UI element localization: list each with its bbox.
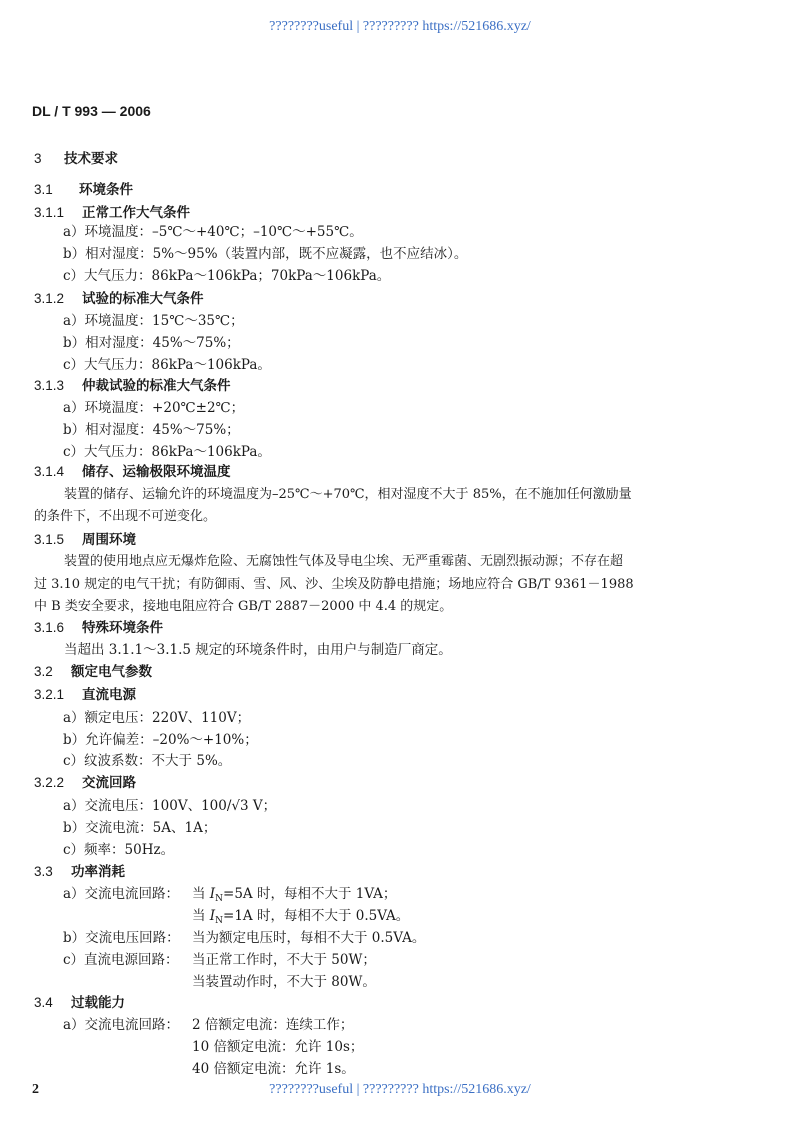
list-item: b）相对湿度：5%～95%（装置内部，既不应凝露，也不应结冰）。 — [63, 246, 468, 262]
list-item: c）频率：50Hz。 — [63, 842, 175, 858]
paragraph-line: 装置的使用地点应无爆炸危险、无腐蚀性气体及导电尘埃、无严重霉菌、无剧烈振动源；不存在超 — [64, 554, 624, 569]
heading-3-2-2: 3.2.2 交流回路 — [34, 775, 136, 791]
list-item: c）大气压力：86kPa～106kPa。 — [63, 357, 271, 373]
list-item: b）相对湿度：45%～75%； — [63, 335, 240, 351]
heading-3-1-4: 3.1.4 储存、运输极限环境温度 — [34, 464, 231, 480]
heading-3-2: 3.2 额定电气参数 — [34, 664, 152, 680]
list-item: a）环境温度：15℃～35℃； — [63, 313, 244, 329]
list-item-line: 当 $I_N=1A$ 时，每相不大于 0.5VA。 — [192, 908, 410, 926]
list-item-line: 当 $I_N=5A$ 时，每相不大于 1VA； — [192, 886, 397, 904]
list-item-line: 40 倍额定电流：允许 1s。 — [192, 1061, 355, 1077]
heading-3-1-5: 3.1.5 周围环境 — [34, 532, 136, 548]
list-item: b）相对湿度：45%～75%； — [63, 422, 240, 438]
paragraph-line: 装置的储存、运输允许的环境温度为–25℃～+70℃，相对湿度不大于 85%，在不施加任何激励量 — [64, 487, 632, 502]
paragraph-line: 过 3.10 规定的电气干扰；有防御雨、雪、风、沙、尘埃及防静电措施；场地应符合 GB/T 9361－1988 — [34, 577, 634, 592]
list-item-line: 2 倍额定电流：连续工作； — [192, 1017, 354, 1033]
list-item: c）纹波系数：不大于 5%。 — [63, 753, 232, 769]
watermark-top: ????????useful | ????????? https://521686.xyz/ — [269, 19, 531, 34]
list-item: c）大气压力：86kPa～106kPa。 — [63, 444, 271, 460]
standard-code: DL / T 993 — 2006 — [32, 103, 151, 119]
list-item-line: 当装置动作时，不大于 80W。 — [192, 974, 376, 990]
list-item-label: b）交流电压回路： — [63, 930, 180, 946]
paragraph-line: 当超出 3.1.1～3.1.5 规定的环境条件时，由用户与制造厂商定。 — [64, 642, 452, 658]
page-number: 2 — [32, 1082, 39, 1097]
heading-3-1-3: 3.1.3 仲裁试验的标准大气条件 — [34, 378, 231, 394]
heading-3-1-2: 3.1.2 试验的标准大气条件 — [34, 291, 204, 307]
list-item-line: 10 倍额定电流：允许 10s； — [192, 1039, 364, 1055]
heading-3-2-1: 3.2.1 直流电源 — [34, 687, 136, 703]
list-item: a）环境温度：–5℃～+40℃；–10℃～+55℃。 — [63, 224, 363, 240]
list-item-label: a）交流电流回路： — [63, 886, 180, 902]
list-item: b）允许偏差：–20%～+10%； — [63, 732, 258, 748]
list-item-line: 当为额定电压时，每相不大于 0.5VA。 — [192, 930, 426, 946]
watermark-bottom: ????????useful | ????????? https://521686.xyz/ — [269, 1082, 531, 1097]
heading-3-4: 3.4 过载能力 — [34, 995, 125, 1011]
list-item-label: a）交流电流回路： — [63, 1017, 180, 1033]
list-item-label: c）直流电源回路： — [63, 952, 179, 968]
heading-3: 3 技术要求 — [34, 151, 118, 167]
heading-3-1-1: 3.1.1 正常工作大气条件 — [34, 205, 190, 221]
list-item-line: 当正常工作时，不大于 50W； — [192, 952, 376, 968]
list-item: b）交流电流：5A、1A； — [63, 820, 217, 836]
list-item: a）额定电压：220V、110V； — [63, 710, 251, 726]
paragraph-line: 的条件下，不出现不可逆变化。 — [34, 509, 217, 524]
list-item: a）环境温度：+20℃±2℃； — [63, 400, 245, 416]
list-item: a）交流电压：100V、100/√3 V； — [63, 798, 277, 814]
paragraph-line: 中 B 类安全要求，接地电阻应符合 GB/T 2887－2000 中 4.4 的规定。 — [34, 599, 453, 614]
list-item: c）大气压力：86kPa～106kPa；70kPa～106kPa。 — [63, 268, 391, 284]
heading-3-1-6: 3.1.6 特殊环境条件 — [34, 620, 163, 636]
heading-3-1: 3.1 环境条件 — [34, 182, 133, 198]
heading-3-3: 3.3 功率消耗 — [34, 864, 125, 880]
